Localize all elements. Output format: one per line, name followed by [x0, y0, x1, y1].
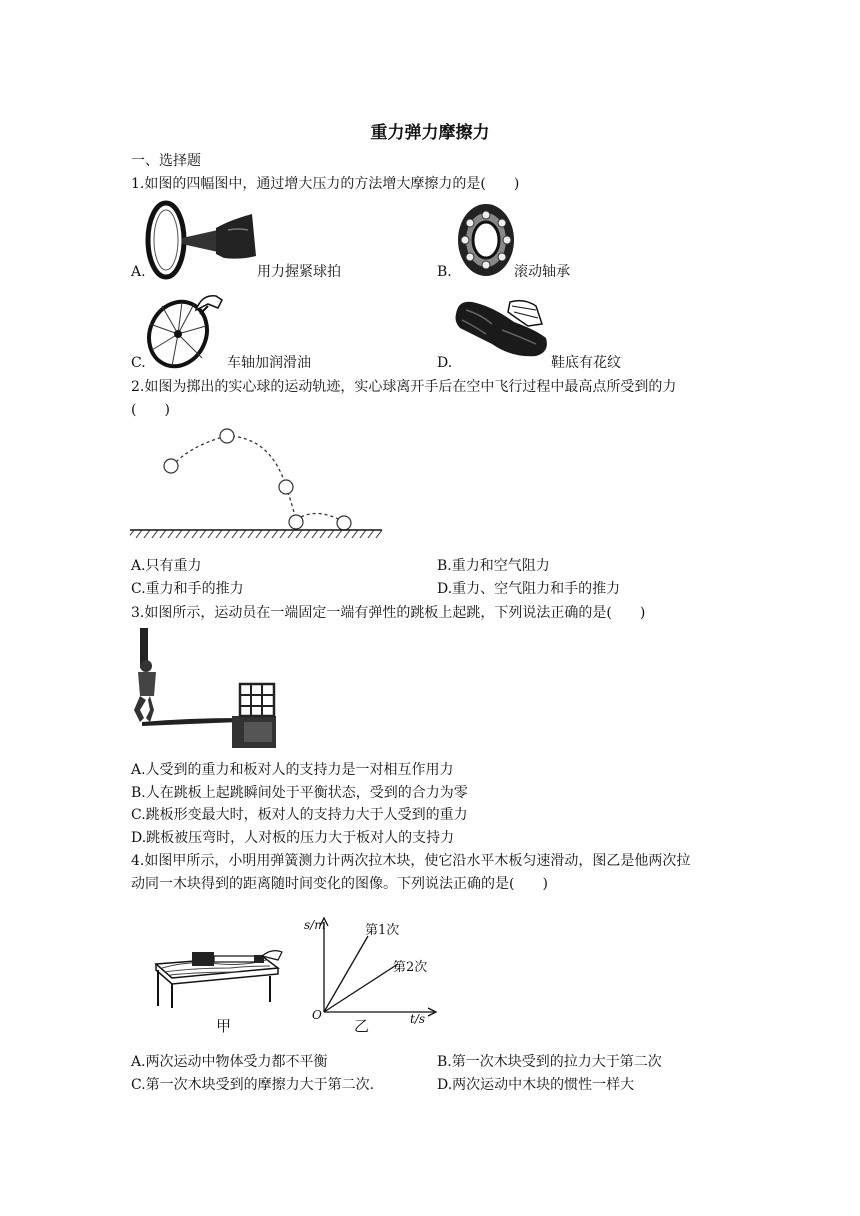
q4-stem-line1: 4.如图甲所示，小明用弹簧测力计两次拉木块，使它沿水平木板匀速滑动，图乙是他两次拉: [131, 853, 691, 869]
q1-option-b-caption: 滚动轴承: [514, 264, 570, 280]
q2-option-d: D.重力、空气阻力和手的推力: [437, 581, 621, 597]
q2-option-b: B.重力和空气阻力: [437, 558, 550, 574]
q1-option-c-letter: C.: [131, 355, 146, 371]
q2-stem-line1: 2.如图为掷出的实心球的运动轨迹，实心球离开手后在空中飞行过程中最高点所受到的力: [131, 379, 677, 395]
q3-option-a: A.人受到的重力和板对人的支持力是一对相互作用力: [131, 762, 454, 778]
q2-option-c: C.重力和手的推力: [131, 581, 244, 597]
figure-label-jia: 甲: [216, 1017, 232, 1035]
graph-line-first: [324, 936, 368, 1012]
section-heading: 一、选择题: [131, 153, 201, 169]
axis-label-s: s/m: [304, 918, 326, 932]
bicycle-wheel-image: [142, 290, 226, 370]
q1-option-a-letter: A.: [131, 264, 146, 280]
origin-label: O: [312, 1008, 322, 1022]
q2-option-a: A.只有重力: [131, 558, 202, 574]
bearing-image: [452, 198, 522, 280]
q1-option-b-letter: B.: [437, 264, 452, 280]
q1-option-d-caption: 鞋底有花纹: [551, 355, 621, 371]
q1-option-a-caption: 用力握紧球拍: [257, 264, 341, 280]
axis-label-t: t/s: [410, 1012, 426, 1026]
q1-stem: 1.如图的四幅图中，通过增大压力的方法增大摩擦力的是( ): [131, 176, 520, 192]
q3-option-d: D.跳板被压弯时，人对板的压力大于板对人的支持力: [131, 830, 455, 846]
q3-option-b: B.人在跳板上起跳瞬间处于平衡状态，受到的合力为零: [131, 785, 468, 801]
springboard-figure: [128, 626, 278, 750]
q1-option-d-letter: D.: [437, 355, 453, 371]
q4-option-c: C.第一次木块受到的摩擦力大于第二次.: [131, 1077, 375, 1093]
spring-scale-table-figure: [150, 938, 300, 1010]
line-label-first: 第1次: [365, 923, 400, 938]
racket-image: [140, 200, 258, 282]
q3-option-c: C.跳板形变最大时，板对人的支持力大于人受到的重力: [131, 807, 468, 823]
q4-option-d: D.两次运动中木块的惯性一样大: [437, 1077, 635, 1093]
figure-label-yi: 乙: [354, 1017, 370, 1035]
ball-trajectory-figure: [130, 422, 386, 544]
q2-stem-line2: ( ): [131, 402, 170, 418]
q4-option-b: B.第一次木块受到的拉力大于第二次: [437, 1054, 662, 1070]
q4-stem-line2: 动同一木块得到的距离随时间变化的图像。下列说法正确的是( ): [131, 876, 548, 892]
q1-option-c-caption: 车轴加润滑油: [227, 355, 311, 371]
page-title: 重力弹力摩擦力: [370, 123, 490, 143]
q3-stem: 3.如图所示，运动员在一端固定一端有弹性的跳板上起跳，下列说法正确的是( ): [131, 605, 646, 621]
graph-line-second: [324, 964, 398, 1012]
line-label-second: 第2次: [393, 960, 428, 975]
q4-option-a: A.两次运动中物体受力都不平衡: [131, 1054, 328, 1070]
shoe-sole-image: [452, 296, 552, 362]
